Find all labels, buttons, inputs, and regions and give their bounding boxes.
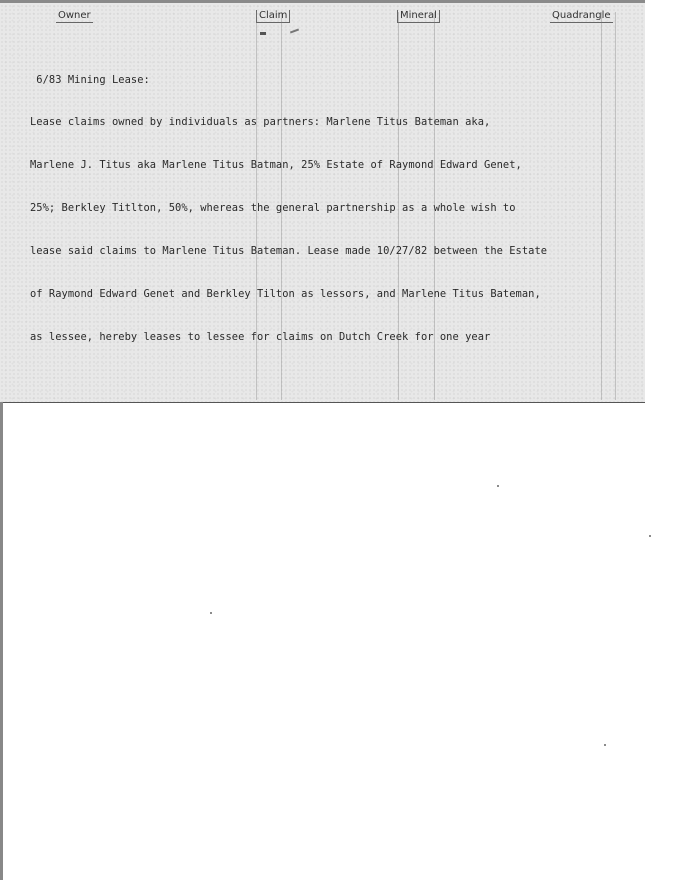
lease-entry-text: [30, 44, 630, 373]
scan-speck: [210, 612, 212, 614]
entry-heading: 6/83 Mining Lease:: [30, 73, 150, 86]
owner-column-label: Owner: [58, 10, 91, 21]
scan-left-edge: [0, 402, 3, 880]
column-header-row: [0, 10, 645, 30]
entry-line: 25%; Berkley Titlton, 50%, whereas the general partnership as a whole wish to: [30, 202, 516, 215]
scan-speck: [497, 485, 499, 487]
card-top-edge: [0, 0, 645, 3]
record-card: [0, 0, 645, 403]
scan-speck: [649, 535, 651, 537]
entry-line: as lessee, hereby leases to lessee for claims on Dutch Creek for one year: [30, 330, 491, 343]
pen-mark: [260, 32, 266, 35]
scan-speck: [604, 744, 606, 746]
quadrangle-column-label: Quadrangle: [552, 10, 611, 21]
entry-line: Marlene J. Titus aka Marlene Titus Batman, 25% Estate of Raymond Edward Genet,: [30, 159, 522, 172]
claim-column-label: Claim: [256, 10, 290, 23]
entry-line: Lease claims owned by individuals as partners: Marlene Titus Bateman aka,: [30, 116, 491, 129]
entry-line: lease said claims to Marlene Titus Bateman. Lease made 10/27/82 between the Estate: [30, 245, 548, 258]
entry-line: of Raymond Edward Genet and Berkley Tilton as lessors, and Marlene Titus Bateman,: [30, 288, 541, 301]
mineral-column-label: Mineral: [397, 10, 440, 23]
